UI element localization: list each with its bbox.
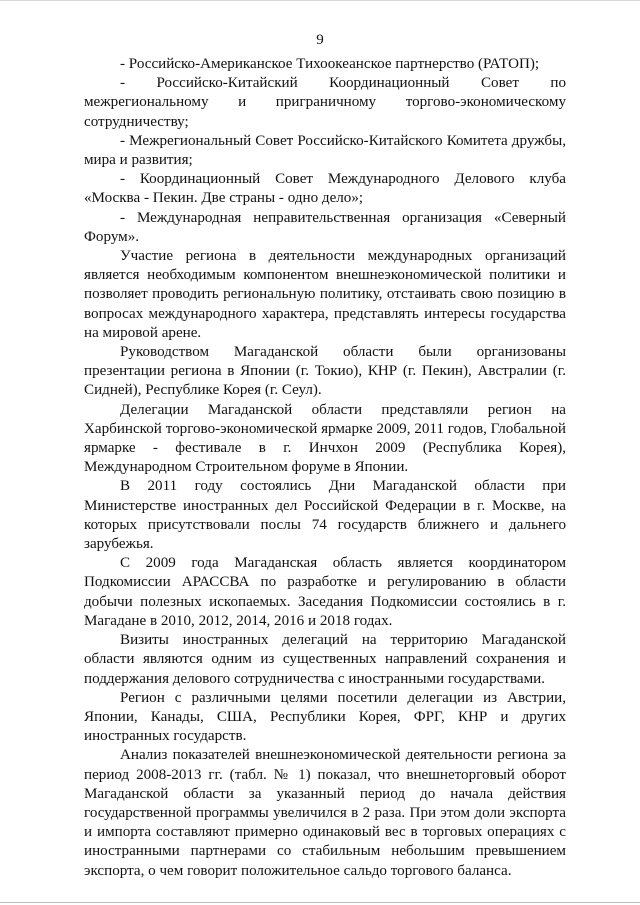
paragraph-delegations: Делегации Магаданской области представляли регион на Харбинской торгово-экономической ярмарке 2009, 2011 годов, Глобальной ярмарке - фестивале в г. Инчхон 2009 (Республика Корея), Международном Строительном форуме в Японии. xyxy=(84,401,566,476)
paragraph-visiting-countries: Регион с различными целями посетили делегации из Австрии, Японии, Канады, США, Республики Корея, ФРГ, КНР и других иностранных государств. xyxy=(84,689,566,745)
paragraph-days-of-region: В 2011 году состоялись Дни Магаданской области при Министерстве иностранных дел Российской Федерации в г. Москве, на которых присутствовали послы 74 государств ближнего и дальнего зарубежья. xyxy=(84,478,566,553)
list-item-northern-forum: - Международная неправительственная организация «Северный Форум». xyxy=(84,209,566,245)
paragraph-presentations: Руководством Магаданской области были организованы презентации региона в Японии (г. Токио), КНР (г. Пекин), Австралии (г. Сидней), Республике Корея (г. Сеул). xyxy=(84,344,566,399)
scan-edge-top xyxy=(0,0,640,1)
document-body xyxy=(84,55,566,881)
list-item-ratop: - Российско-Американское Тихоокеанское партнерство (РАТОП); xyxy=(120,56,540,72)
list-item-friendship-committee: - Межрегиональный Совет Российско-Китайского Комитета дружбы, мира и развития; xyxy=(84,132,566,169)
list-item-business-club: - Координационный Совет Международного Делового клуба «Москва - Пекин. Две страны - одно дело»; xyxy=(84,171,566,207)
paragraph-subcommission: С 2009 года Магаданская область является координатором Подкомиссии АРАССВА по разработке и регулированию в области добычи полезных ископаемых. Заседания Подкомиссии состоялись в г. Магадане в 2010, 2012, 2014, 2016 и 2018 годах. xyxy=(84,555,566,629)
paragraph-analysis: Анализ показателей внешнеэкономической деятельности региона за период 2008-2013 гг. (табл. № 1) показал, что внешнеторговый оборот Магаданской области за указанный период до начала действия государственной программы увеличился в 2 раза. При этом доли экспорта и импорта составляют примерно одинаковый вес в торговых операциях с иностранными партнерами со стабильным небольшим превышением экспорта, о чем говорит положительное сальдо торгового баланса. xyxy=(84,747,566,879)
page-number: 9 xyxy=(316,32,324,48)
scan-edge-bottom xyxy=(0,902,640,903)
paragraph-participation: Участие региона в деятельности международных организаций является необходимым компонентом внешнеэкономической политики и позволяет проводить региональную политику, отстаивать свою позицию в вопросах международного характера, представлять интересы государства на мировой арене. xyxy=(84,248,566,341)
paragraph-visits: Визиты иностранных делегаций на территорию Магаданской области являются одним из существенных направлений сохранения и поддержания делового сотрудничества с иностранными государствами. xyxy=(84,632,566,687)
list-item-russia-china-council: - Российско-Китайский Координационный Совет по межрегиональному и приграничному торгово-экономическому сотрудничеству; xyxy=(84,75,566,130)
